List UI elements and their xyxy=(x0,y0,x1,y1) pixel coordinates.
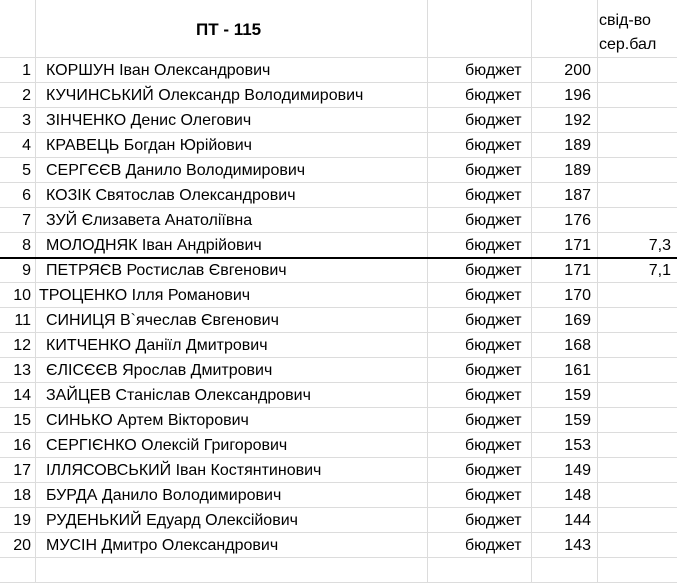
student-name: СИНИЦЯ В`ячеслав Євгенович xyxy=(46,312,279,329)
row-number: 14 xyxy=(13,387,31,404)
funding-type: бюджет xyxy=(465,212,522,229)
funding-type: бюджет xyxy=(465,162,522,179)
funding-type: бюджет xyxy=(465,62,522,79)
row-number: 20 xyxy=(13,537,31,554)
row-number: 1 xyxy=(22,62,31,79)
funding-type: бюджет xyxy=(465,262,522,279)
student-name: КИТЧЕНКО Даніїл Дмитрович xyxy=(46,337,268,354)
row-number: 16 xyxy=(13,437,31,454)
column-divider xyxy=(35,0,36,583)
row-number: 9 xyxy=(22,262,31,279)
row-number: 18 xyxy=(13,487,31,504)
student-name: ЗАЙЦЕВ Станіслав Олександрович xyxy=(46,387,311,404)
score: 192 xyxy=(564,112,591,129)
score: 148 xyxy=(564,487,591,504)
row-number: 7 xyxy=(22,212,31,229)
student-name: СИНЬКО Артем Вікторович xyxy=(46,412,249,429)
score: 196 xyxy=(564,87,591,104)
score: 149 xyxy=(564,462,591,479)
score: 189 xyxy=(564,137,591,154)
certificate-average: 7,1 xyxy=(648,262,671,279)
student-name: КОРШУН Іван Олександрович xyxy=(46,62,271,79)
score: 170 xyxy=(564,287,591,304)
row-number: 19 xyxy=(13,512,31,529)
student-name: ПЕТРЯЄВ Ростислав Євгенович xyxy=(46,262,287,279)
row-number: 15 xyxy=(13,412,31,429)
funding-type: бюджет xyxy=(465,287,522,304)
funding-type: бюджет xyxy=(465,437,522,454)
student-name: КОЗІК Святослав Олександрович xyxy=(46,187,296,204)
funding-type: бюджет xyxy=(465,387,522,404)
score: 159 xyxy=(564,412,591,429)
row-number: 2 xyxy=(22,87,31,104)
column-divider xyxy=(597,0,598,583)
row-number: 3 xyxy=(22,112,31,129)
student-name: ЗУЙ Єлизавета Анатоліївна xyxy=(46,212,253,229)
funding-type: бюджет xyxy=(465,312,522,329)
avg-header-line2: сер.бал xyxy=(599,36,657,53)
score: 143 xyxy=(564,537,591,554)
column-divider xyxy=(531,0,532,583)
row-number: 5 xyxy=(22,162,31,179)
student-name: МУСІН Дмитро Олександрович xyxy=(46,537,279,554)
row-number: 11 xyxy=(14,312,31,329)
row-number: 17 xyxy=(13,462,31,479)
funding-type: бюджет xyxy=(465,137,522,154)
score: 159 xyxy=(564,387,591,404)
student-name: ЗІНЧЕНКО Денис Олегович xyxy=(46,112,252,129)
score: 176 xyxy=(564,212,591,229)
student-name: КУЧИНСЬКИЙ Олександр Володимирович xyxy=(46,87,364,104)
funding-type: бюджет xyxy=(465,462,522,479)
student-name: ІЛЛЯСОВСЬКИЙ Іван Костянтинович xyxy=(46,462,322,479)
score: 144 xyxy=(564,512,591,529)
score: 153 xyxy=(564,437,591,454)
row-number: 13 xyxy=(13,362,31,379)
row-number: 6 xyxy=(22,187,31,204)
student-name: ЄЛІСЄЄВ Ярослав Дмитрович xyxy=(46,362,273,379)
score: 169 xyxy=(564,312,591,329)
funding-type: бюджет xyxy=(465,87,522,104)
funding-type: бюджет xyxy=(465,237,522,254)
student-name: ТРОЦЕНКО Ілля Романович xyxy=(39,287,251,304)
score: 171 xyxy=(564,237,591,254)
row-number: 10 xyxy=(13,287,31,304)
score: 168 xyxy=(564,337,591,354)
score: 200 xyxy=(564,62,591,79)
funding-type: бюджет xyxy=(465,187,522,204)
score: 161 xyxy=(564,362,591,379)
student-name: БУРДА Данило Володимирович xyxy=(46,487,282,504)
funding-type: бюджет xyxy=(465,412,522,429)
student-name: СЕРГЄЄВ Данило Володимирович xyxy=(46,162,306,179)
column-divider xyxy=(427,0,428,583)
group-title: ПТ - 115 xyxy=(196,20,262,39)
funding-type: бюджет xyxy=(465,487,522,504)
score: 187 xyxy=(564,187,591,204)
funding-type: бюджет xyxy=(465,512,522,529)
student-name: КРАВЕЦЬ Богдан Юрійович xyxy=(46,137,252,154)
student-name: СЕРГІЄНКО Олексій Григорович xyxy=(46,437,288,454)
student-name: РУДЕНЬКИЙ Едуард Олексійович xyxy=(46,512,298,529)
score: 171 xyxy=(564,262,591,279)
funding-type: бюджет xyxy=(465,537,522,554)
certificate-average: 7,3 xyxy=(648,237,671,254)
row-number: 8 xyxy=(22,237,31,254)
row-number: 12 xyxy=(13,337,31,354)
student-name: МОЛОДНЯК Іван Андрійович xyxy=(46,237,262,254)
row-number: 4 xyxy=(22,137,31,154)
funding-type: бюджет xyxy=(465,362,522,379)
avg-header-line1: свід-во xyxy=(599,12,651,29)
score: 189 xyxy=(564,162,591,179)
funding-type: бюджет xyxy=(465,112,522,129)
funding-type: бюджет xyxy=(465,337,522,354)
